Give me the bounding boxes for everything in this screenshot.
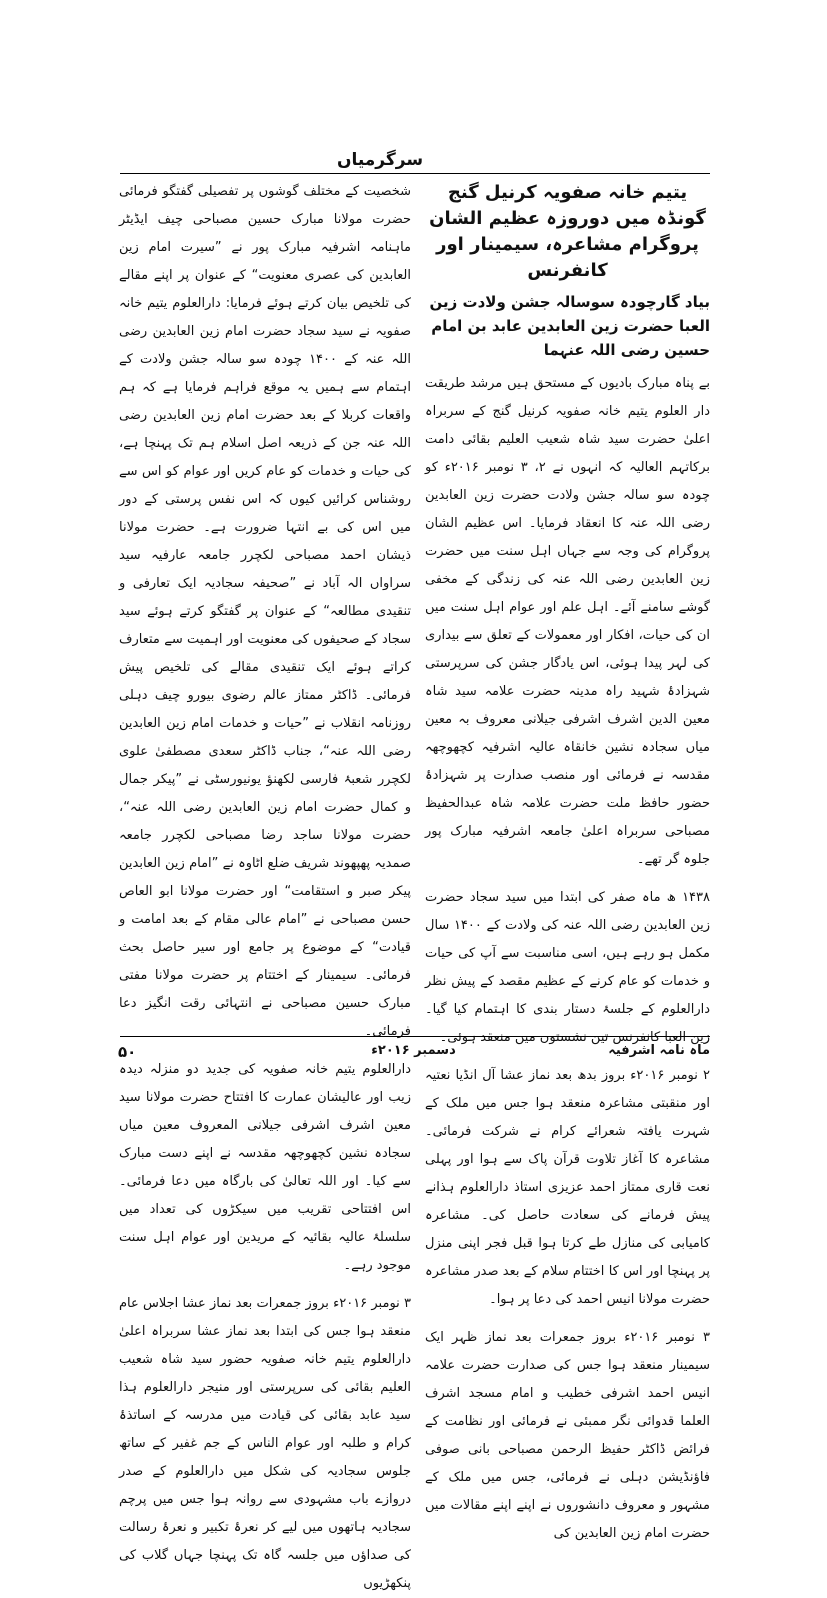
body-paragraph: شخصیت کے مختلف گوشوں پر تفصیلی گفتگو فرمائی حضرت مولانا مبارک حسین مصباحی چیف ایڈیٹر ماہنامہ اشرفیہ مبارک پور نے ”سیرت امام زین العابدین کی عصری معنویت“ کے عنوان پر اپنے مقالے کی تلخیص بیان کرتے ہوئے فرمایا: دارالعلوم یتیم خانہ صفویہ نے سید سجاد حضرت امام زین العابدین رضی اللہ عنہ کے ۱۴۰۰ چودہ سو سالہ جشن ولادت کے اہتمام سے ہمیں یہ موقع فراہم فرمایا ہے کہ ہم واقعات کربلا کے بعد حضرت امام زین العابدین رضی اللہ عنہ جن کے ذریعہ اصل اسلام ہم تک پہنچا ہے، کی حیات و خدمات کو عام کریں اور عوام کو اس سے روشناس کرائیں کیوں کہ اس نفس پرستی کے دور میں اس کی بے انتہا ضرورت ہے۔ حضرت مولانا ذیشان احمد مصباحی لکچرر جامعہ عارفیہ سید سراواں الہ آباد نے ”صحیفہ سجادیہ ایک تعارفی و تنقیدی مطالعہ“ کے عنوان پر گفتگو کرتے ہوئے سید سجاد کے صحیفوں کی معنویت اور اہمیت سے متعارف کراتے ہوئے ایک تنقیدی مقالے کی تلخیص پیش فرمائی۔ ڈاکٹر ممتاز عالم رضوی بیورو چیف دہلی روزنامہ انقلاب نے ”حیات و خدمات امام زین العابدین رضی اللہ عنہ“، جناب ڈاکٹر سعدی مصطفیٰ علوی لکچرر شعبۂ فارسی لکھنؤ یونیورسٹی نے ”پیکر جمال و کمال حضرت امام زین العابدین رضی اللہ عنہ“، حضرت مولانا ساجد رضا مصباحی لکچرر جامعہ صمدیہ پھپھوند شریف ضلع اٹاوہ نے ”امام زین العابدین پیکر صبر و استقامت“ اور حضرت مولانا ابو العاص حسن مصباحی نے ”امام عالی مقام کے بعد امامت و قیادت“ کے موضوع پر جامع اور سیر حاصل بحث فرمائی۔ سیمینار کے اختتام پر حضرت مولانا مفتی مبارک حسین مصباحی نے انتہائی رقت انگیز دعا فرمائی۔ — [119, 184, 411, 1039]
article-subheading: بیاد گارچودہ سوسالہ جشن ولادت زین العبا حضرت زین العابدین عابد بن امام حسین رضی اللہ عنہما — [429, 293, 710, 359]
footer-rule — [120, 1036, 710, 1037]
body-paragraph: ۳ نومبر ۲۰۱۶ء بروز جمعرات بعد نماز ظہر ایک سیمینار منعقد ہوا جس کی صدارت حضرت علامہ انیس احمد اشرفی خطیب و امام مسجد اشرف العلما قدوائی نگر ممبئی نے فرمائی اور نظامت کے فرائض ڈاکٹر حفیظ الرحمن مصباحی بانی صوفی فاؤنڈیشن دہلی نے فرمائی، جس میں ملک کے مشہور و معروف دانشوروں نے اپنے اپنے مقالات میں حضرت امام زین العابدین کی — [425, 1330, 710, 1541]
footer-date: دسمبر ۲۰۱۶ء — [371, 1043, 456, 1058]
header-rule — [120, 173, 710, 174]
body-paragraph: ۲ نومبر ۲۰۱۶ء بروز بدھ بعد نماز عشا آل انڈیا نعتیہ اور منقبتی مشاعرہ منعقد ہوا جس میں ملک کے شہرت یافتہ شعرائے کرام نے شرکت فرمائی۔ مشاعرہ کا آغاز تلاوت قرآن پاک سے ہوا اور پہلی نعت قاری ممتاز احمد عزیزی استاذ دارالعلوم ہذانے پیش فرمانے کی سعادت حاصل کی۔ مشاعرہ کامیابی کی منازل طے کرتا ہوا قبل فجر اپنی منزل پر پہنچا اور اس کا اختتام سلام کے بعد صدر مشاعرہ حضرت مولانا انیس احمد کی دعا پر ہوا۔ — [425, 1068, 710, 1307]
article-headline: یتیم خانہ صفویہ کرنیل گنج گونڈہ میں دوروزہ عظیم الشان پروگرام مشاعرہ، سیمینار اور کانفرنس — [429, 182, 706, 281]
footer-magazine-name: ماہ نامہ اشرفیہ — [608, 1043, 710, 1058]
body-paragraph: ۱۴۳۸ ھ ماہ صفر کی ابتدا میں سید سجاد حضرت زین العابدین رضی اللہ عنہ کی ولادت کے ۱۴۰۰ سال مکمل ہو رہے ہیں، اسی مناسبت سے آپ کی حیات و خدمات کو عام کرنے کے عظیم مقصد کے پیش نظر دارالعلوم کے جلسۂ دستار بندی کا اہتمام کیا گیا۔ زین العبا کانفرنس تین نشستوں میں منعقد ہوئی۔ — [425, 890, 710, 1045]
body-paragraph: بے پناہ مبارک بادیوں کے مستحق ہیں مرشد طریقت دار العلوم یتیم خانہ صفویہ کرنیل گنج کے سربراہ اعلیٰ حضرت سید شاہ شعیب العلیم بقائی دامت برکاتہم العالیہ کہ انہوں نے ۲، ۳ نومبر ۲۰۱۶ء کو چودہ سو سالہ جشن ولادت حضرت زین العابدین رضی اللہ عنہ کا انعقاد فرمایا۔ اس عظیم الشان پروگرام کی وجہ سے جہاں اہل سنت میں حضرت زین العابدین رضی اللہ عنہ کی زندگی کے مخفی گوشے سامنے آئے۔ اہل علم اور عوام اہل سنت میں ان کی حیات، افکار اور معمولات کے تعلق سے بیداری کی لہر پیدا ہوئی، اس یادگار جشن کی سرپرستی شہزادۂ شہید راہ مدینہ حضرت علامہ سید شاہ معین الدین اشرف اشرفی جیلانی معروف بہ معین میاں سجادہ نشین خانقاہ عالیہ اشرفیہ کچھوچھہ مقدسہ نے فرمائی اور منصب صدارت پر شہزادۂ حضور حافظ ملت حضرت علامہ شاہ عبدالحفیظ مصباحی سربراہ اعلیٰ جامعہ اشرفیہ مبارک پور جلوہ گر تھے۔ — [425, 376, 711, 867]
section-title: سرگرمیاں — [336, 150, 424, 170]
body-paragraph: ۳ نومبر ۲۰۱۶ء بروز جمعرات بعد نماز عشا اجلاس عام منعقد ہوا جس کی ابتدا بعد نماز عشا سربراہ اعلیٰ دارالعلوم یتیم خانہ صفویہ حضور سید شاہ شعیب العلیم بقائی کی سرپرستی اور منیجر دارالعلوم ہذا سید عابد بقائی کی قیادت میں مدرسہ کے اساتذۂ کرام و طلبہ اور عوام الناس کے جم غفیر کے ساتھ جلوس سجادیہ کی شکل میں دارالعلوم کے صدر دروازے باب مشہودی سے روانہ ہوا جس میں پرچم سجادیہ ہاتھوں میں لیے کر نعرۂ تکبیر و نعرۂ رسالت کی صداؤں میں جلسہ گاہ تک پہنچا جہاں گلاب کی پنکھڑیوں — [119, 1296, 411, 1591]
page-number: ۵۰ — [118, 1043, 137, 1061]
body-paragraph: دارالعلوم یتیم خانہ صفویہ کی جدید دو منزلہ دیدہ زیب اور عالیشان عمارت کا افتتاح حضرت مولانا سید معین اشرف اشرفی جیلانی المعروف معین میاں سجادہ نشین کچھوچھہ مقدسہ نے اپنے دست مبارک سے کیا۔ اور اللہ تعالیٰ کی بارگاہ میں دعا فرمائی۔ اس افتتاحی تقریب میں سیکڑوں کی تعداد میں سلسلۂ عالیہ بقائیہ کے مریدین اور عوام اہل سنت موجود رہے۔ — [119, 1062, 411, 1273]
